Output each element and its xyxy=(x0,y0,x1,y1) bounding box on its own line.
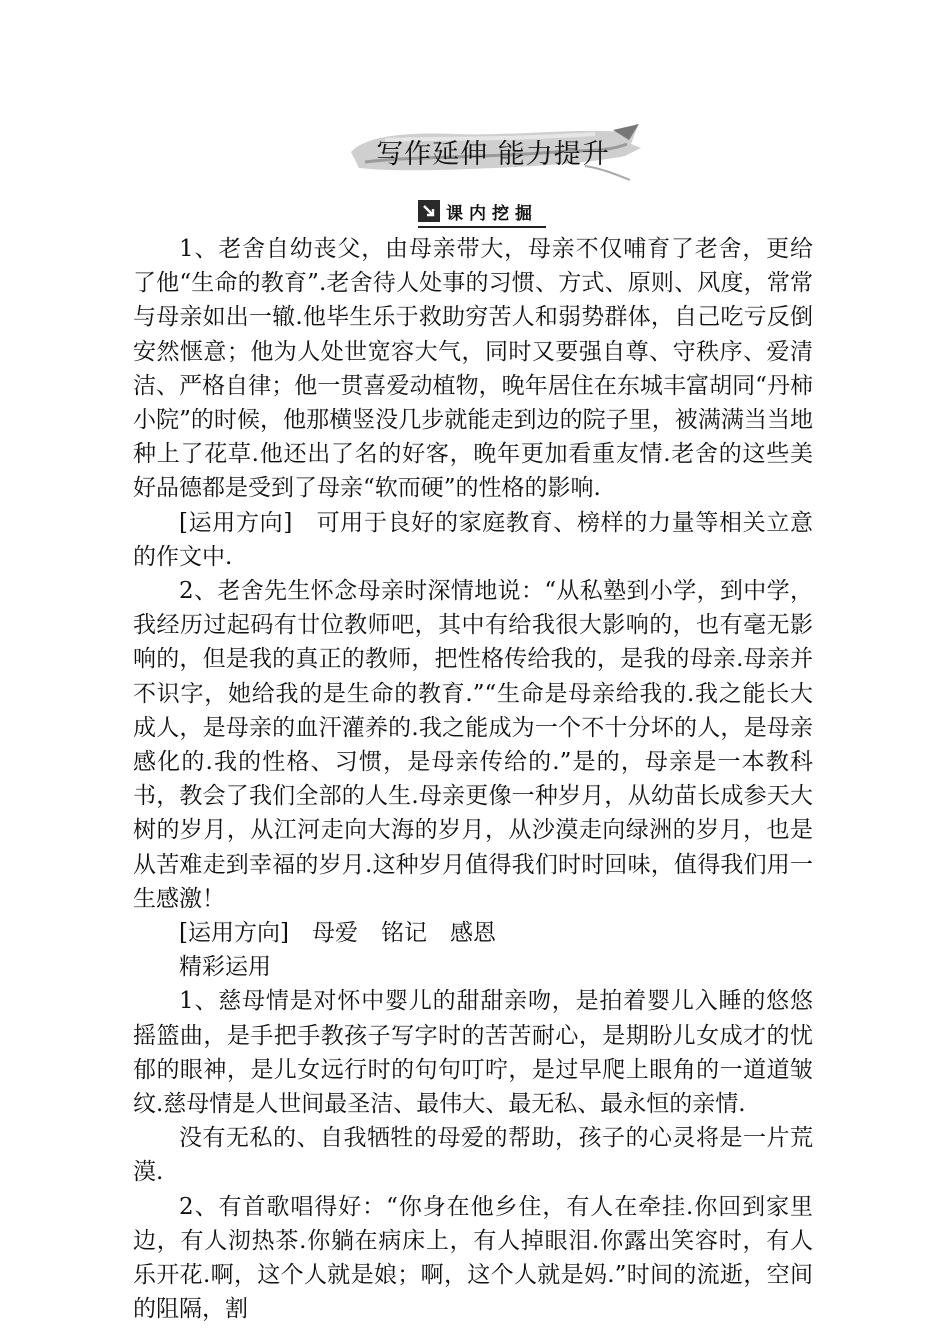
arrow-down-right-icon xyxy=(418,200,440,222)
paragraph: 2、有首歌唱得好：“你身在他乡住，有人在牵挂.你回到家里边，有人沏热茶.你躺在病床上，有人掉眼泪.你露出笑容时，有人乐开花.啊，这个人就是娘；啊，这个人就是妈.”时间的流逝，空间的阻隔，割 xyxy=(133,1193,813,1323)
subsection-heading xyxy=(418,198,538,224)
paragraph: 2、老舍先生怀念母亲时深情地说：“从私塾到小学，到中学，我经历过起码有廿位教师吧，其中有给我很大影响的，也有毫无影响的，但是我的真正的教师，把性格传给我的，是我的母亲.母亲并不识字，她给我的是生命的教育.”“生命是母亲给我的.我之能长大成人，是母亲的血汗灌养的.我之能成为一个不十分坏的人，是母亲感化的.我的性格、习惯，是母亲传给的.”是的，母亲是一本教科书，教会了我们全部的人生.母亲更像一种岁月，从幼苗长成参天大树的岁月，从江河走向大海的岁月，从沙漠走向绿洲的岁月，也是从苦难走到幸福的岁月.这种岁月值得我们时时回味，值得我们用一生感激！ xyxy=(133,578,813,912)
paragraph: [运用方向] 母爱 铭记 感恩 xyxy=(179,920,496,947)
paragraph: 1、慈母情是对怀中婴儿的甜甜亲吻，是拍着婴儿入睡的悠悠摇篮曲，是手把手教孩子写字时的苦苦耐心，是期盼儿女成才的忧郁的眼神，是儿女远行时的句句叮咛，是过早爬上眼角的一道道皱纹.慈母情是人世间最圣洁、最伟大、最无私、最永恒的亲情. xyxy=(133,988,813,1118)
article-body xyxy=(133,232,813,1327)
paragraph: [运用方向] 可用于良好的家庭教育、榜样的力量等相关立意的作文中. xyxy=(133,509,813,570)
subsection-underline xyxy=(418,226,546,228)
subsection-label: 课内挖掘 xyxy=(446,203,538,224)
section-banner-title: 写作延伸 能力提升 xyxy=(376,139,610,170)
paragraph: 1、老舍自幼丧父，由母亲带大，母亲不仅哺育了老舍，更给了他“生命的教育”.老舍待人处事的习惯、方式、原则、风度，常常与母亲如出一辙.他毕生乐于救助穷苦人和弱势群体，自己吃亏反倒安然惬意；他为人处世宽容大气，同时又要强自尊、守秩序、爱清洁、严格自律；他一贯喜爱动植物，晚年居住在东城丰富胡同“丹柿小院”的时候，他那横竖没几步就能走到边的院子里，被满满当当地种上了花草.他还出了名的好客，晚年更加看重友情.老舍的这些美好品德都是受到了母亲“软而硬”的性格的影响. xyxy=(133,236,813,502)
section-banner xyxy=(345,122,645,184)
paragraph: 精彩运用 xyxy=(179,954,271,981)
paragraph: 没有无私的、自我牺牲的母爱的帮助，孩子的心灵将是一片荒漠. xyxy=(133,1125,813,1186)
